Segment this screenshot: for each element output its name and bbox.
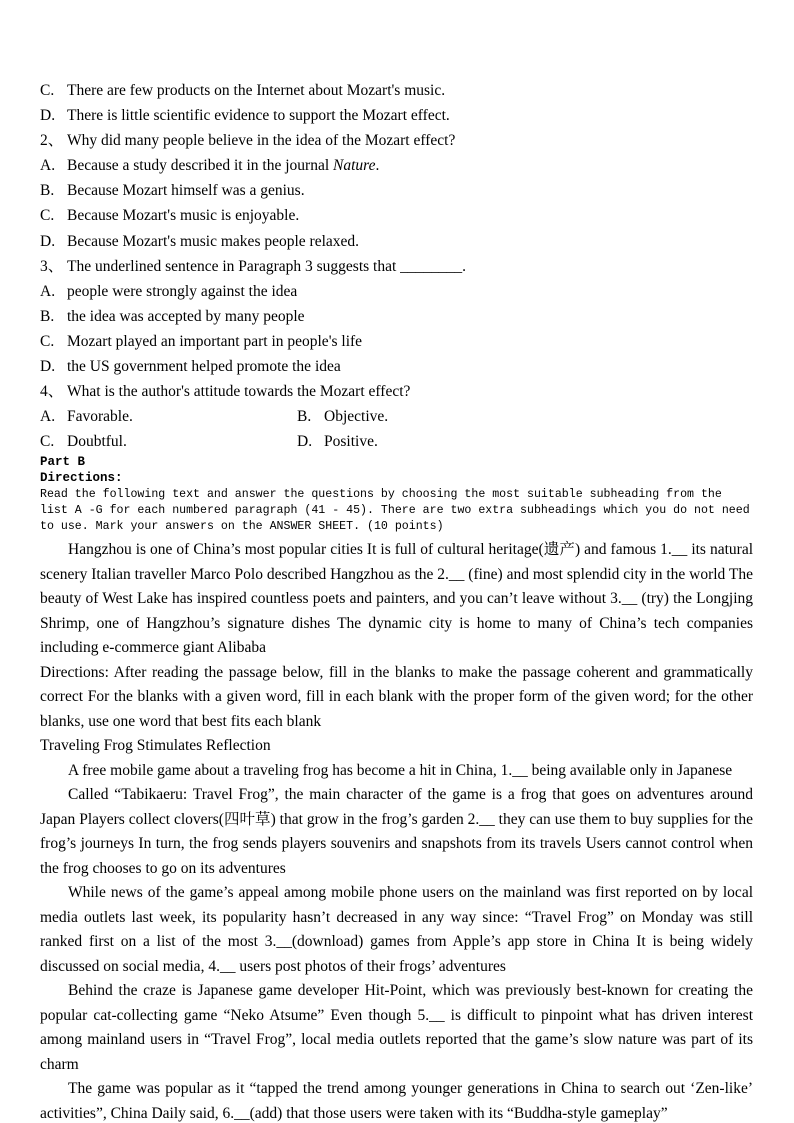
option-line bbox=[40, 78, 753, 103]
option-line bbox=[40, 304, 753, 329]
option-cell bbox=[40, 429, 297, 454]
option-label: 3、 bbox=[40, 257, 64, 275]
option-text: There is little scientific evidence to support the Mozart effect. bbox=[67, 107, 450, 125]
option-text: Because Mozart's music makes people relaxed. bbox=[67, 232, 360, 250]
option-text: the US government helped promote the idea bbox=[67, 358, 341, 376]
passage-paragraph: Hangzhou is one of China’s most popular cities It is full of cultural heritage(遗产) and famous 1.__ its natural scenery Italian traveller Marco Polo described Hangzhou as the 2.__ (fine) and most splendid city in the world The beauty of West Lake has inspired countless poets and painters, and you can’t leave without 3.__ (try) the Longjing Shrimp, one of Hangzhou’s signature dishes The dynamic city is home to many of China’s tech companies including e-commerce giant Alibaba bbox=[40, 541, 753, 657]
part-b-section bbox=[40, 455, 753, 534]
directions-line: list A -G for each numbered paragraph (41 - 45). There are two extra subheadings which you do not need bbox=[40, 503, 750, 517]
option-cell bbox=[297, 404, 554, 429]
option-label: C. bbox=[40, 207, 55, 225]
option-cell bbox=[40, 354, 341, 379]
option-line bbox=[40, 103, 753, 128]
option-label: A. bbox=[40, 408, 56, 426]
option-label: D. bbox=[40, 358, 56, 376]
option-text: Because Mozart's music is enjoyable. bbox=[67, 207, 300, 225]
option-cell bbox=[40, 128, 455, 153]
option-cell bbox=[40, 279, 297, 304]
directions-line: to use. Mark your answers on the ANSWER SHEET. (10 points) bbox=[40, 519, 444, 533]
option-line bbox=[40, 153, 753, 178]
directions-heading: Directions: bbox=[40, 471, 123, 486]
option-text: people were strongly against the idea bbox=[67, 282, 298, 300]
option-label: D. bbox=[297, 433, 313, 451]
option-cell bbox=[40, 379, 410, 404]
passage-paragraph: Directions: After reading the passage below, fill in the blanks to make the passage coherent and grammatically correct For the blanks with a given word, fill in each blank with the proper form of the given word; for the other blanks, use one word that best fits each blank bbox=[40, 663, 753, 730]
passage-section bbox=[40, 538, 753, 1123]
option-line bbox=[40, 429, 753, 454]
option-text: What is the author's attitude towards the Mozart effect? bbox=[67, 383, 411, 401]
option-label: B. bbox=[40, 182, 55, 200]
passage-paragraph: A free mobile game about a traveling frog has become a hit in China, 1.__ being available only in Japanese bbox=[68, 761, 733, 779]
passage-paragraph: The game was popular as it “tapped the trend among younger generations in China to search out ‘Zen-like’ activities”, China Daily said, 6.__(add) that those users were taken with its “Buddha-style gameplay” bbox=[40, 1080, 753, 1122]
option-cell bbox=[40, 254, 466, 279]
option-label: 4、 bbox=[40, 383, 64, 401]
option-line bbox=[40, 203, 753, 228]
option-text: Why did many people believe in the idea of the Mozart effect? bbox=[67, 132, 456, 150]
question-line bbox=[40, 254, 753, 279]
directions-text bbox=[40, 487, 753, 534]
option-text: Favorable. bbox=[67, 408, 133, 426]
question-line bbox=[40, 128, 753, 153]
option-text: the idea was accepted by many people bbox=[67, 307, 305, 325]
part-b-heading: Part B bbox=[40, 455, 86, 470]
option-text: Because a study described it in the journal Nature. bbox=[67, 157, 380, 175]
passage-paragraph: Traveling Frog Stimulates Reflection bbox=[40, 737, 271, 755]
option-line bbox=[40, 279, 753, 304]
option-line bbox=[40, 329, 753, 354]
passage-paragraph: Called “Tabikaeru: Travel Frog”, the main character of the game is a frog that goes on adventures around Japan Players collect clovers(四叶草) that grow in the frog’s garden 2.__ they can use them to buy supplies for the frog’s journeys In turn, the frog sends players souvenirs and snapshots from its travels Users cannot control when the frog chooses to go on its adventures bbox=[40, 786, 753, 877]
option-label: C. bbox=[40, 82, 55, 99]
option-text: Mozart played an important part in people's life bbox=[67, 332, 363, 350]
option-label: B. bbox=[297, 408, 312, 426]
option-cell bbox=[40, 153, 379, 178]
option-text: There are few products on the Internet about Mozart's music. bbox=[67, 82, 446, 99]
option-text: Because Mozart himself was a genius. bbox=[67, 182, 305, 200]
option-line bbox=[40, 178, 753, 203]
directions-line: Read the following text and answer the questions by choosing the most suitable subheading from the bbox=[40, 488, 722, 501]
option-label: C. bbox=[40, 433, 55, 451]
option-text: Doubtful. bbox=[67, 433, 127, 451]
option-text: The underlined sentence in Paragraph 3 suggests that ________. bbox=[67, 257, 467, 275]
option-label: A. bbox=[40, 282, 56, 300]
option-label: A. bbox=[40, 157, 56, 175]
option-label: C. bbox=[40, 332, 55, 350]
option-cell bbox=[40, 404, 297, 429]
option-cell bbox=[40, 103, 450, 128]
option-line bbox=[40, 354, 753, 379]
option-text: Positive. bbox=[324, 433, 378, 451]
passage-paragraph: While news of the game’s appeal among mobile phone users on the mainland was first reported on by local media outlets last week, its popularity hasn’t decreased in any way since: “Travel Frog” on Monday was still ranked first on a list of the most 3.__(download) games from Apple’s app store in China It is being widely discussed on social media, 4.__ users post photos of their frogs’ adventures bbox=[40, 884, 753, 975]
multiple-choice-section bbox=[40, 78, 753, 454]
option-cell bbox=[297, 429, 554, 454]
option-cell bbox=[40, 304, 305, 329]
option-label: 2、 bbox=[40, 132, 64, 150]
option-line bbox=[40, 404, 753, 429]
option-cell bbox=[40, 329, 362, 354]
option-line bbox=[40, 229, 753, 254]
option-text: Objective. bbox=[324, 408, 389, 426]
option-cell bbox=[40, 203, 299, 228]
option-cell bbox=[40, 178, 305, 203]
option-cell bbox=[40, 229, 359, 254]
option-cell bbox=[40, 78, 445, 103]
option-label: D. bbox=[40, 232, 56, 250]
option-label: D. bbox=[40, 107, 56, 125]
passage-paragraph: Behind the craze is Japanese game developer Hit-Point, which was previously best-known for creating the popular cat-collecting game “Neko Atsume” Even though 5.__ is difficult to pinpoint what has driven interest among mainland users in “Travel Frog”, local media outlets reported that the game’s slow nature was part of its charm bbox=[40, 982, 753, 1073]
option-label: B. bbox=[40, 307, 55, 325]
question-line bbox=[40, 379, 753, 404]
